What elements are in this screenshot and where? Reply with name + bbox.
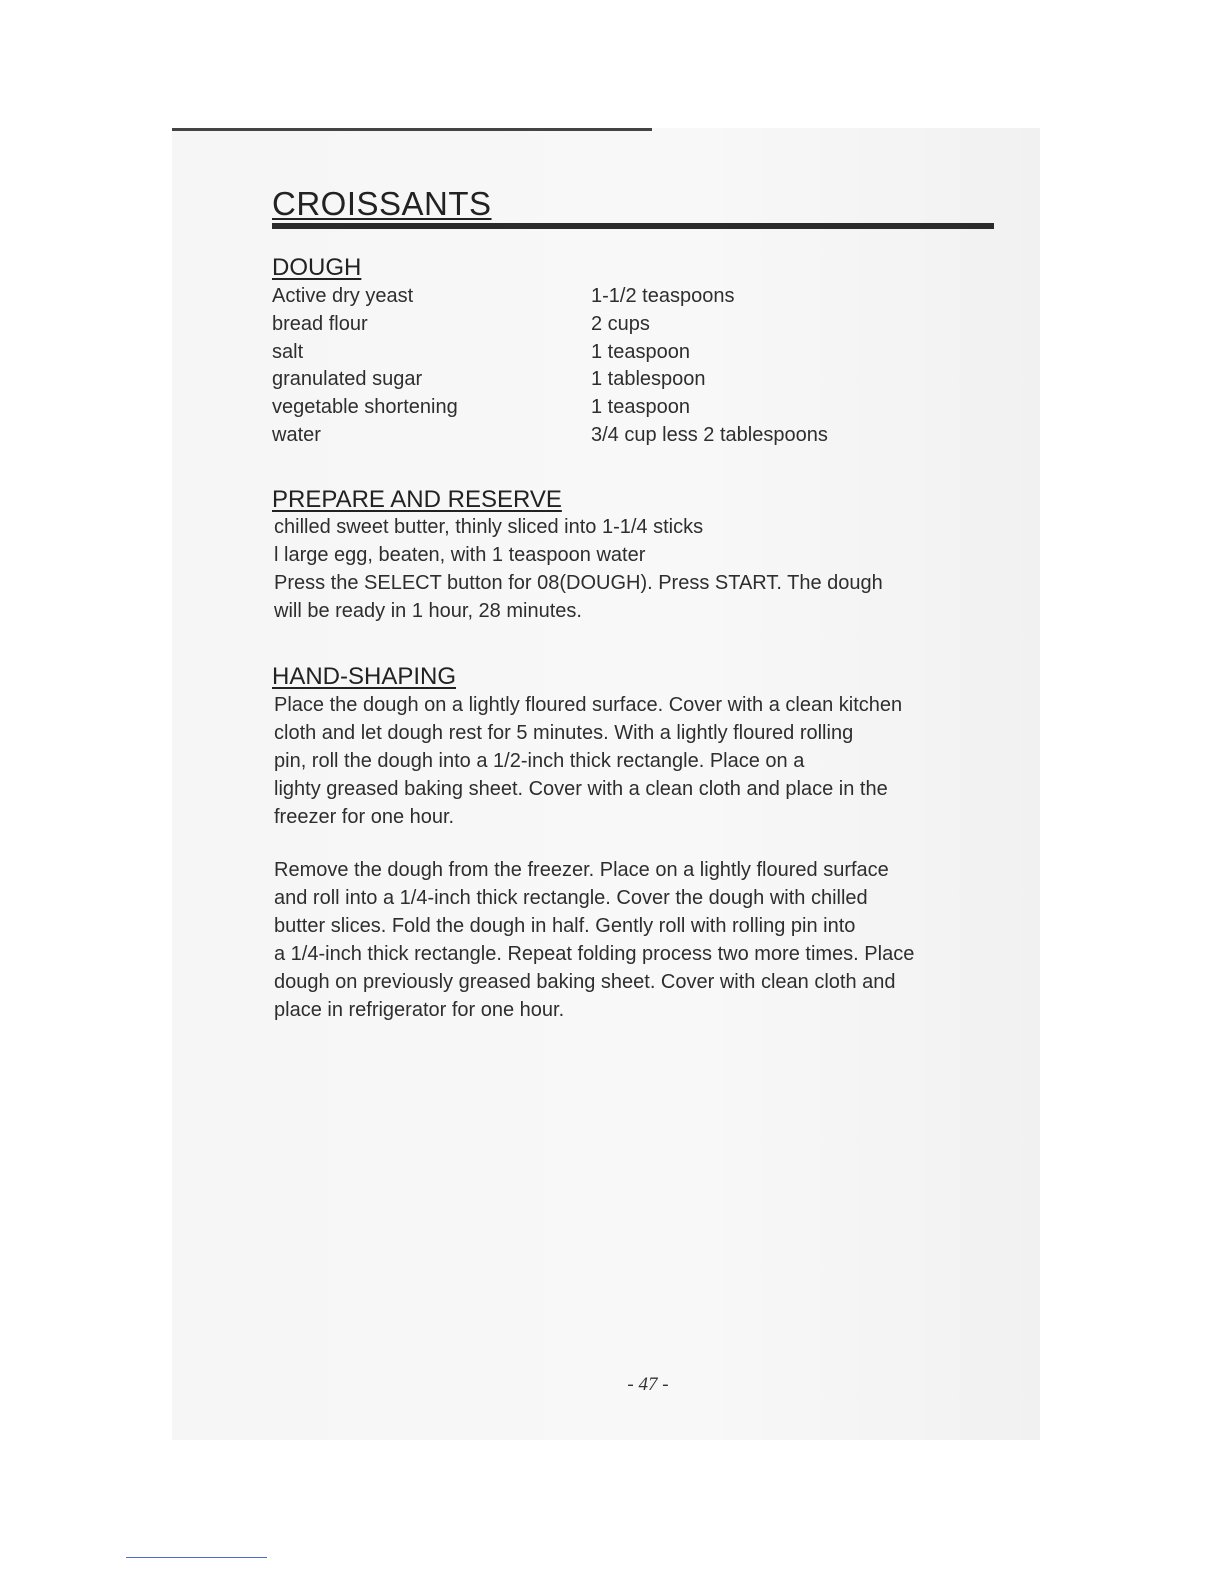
dough-heading: DOUGH bbox=[272, 254, 362, 281]
text-line: dough on previously greased baking sheet. Cover with clean cloth and bbox=[274, 970, 896, 993]
prepare-text bbox=[274, 514, 883, 626]
ingredient-row bbox=[272, 311, 912, 339]
ingredient-quantity: 1 teaspoon bbox=[591, 396, 690, 419]
ingredient-row bbox=[272, 394, 912, 422]
text-line: and roll into a 1/4-inch thick rectangle. Cover the dough with chilled bbox=[274, 886, 868, 909]
ingredient-list bbox=[272, 283, 912, 450]
ingredient-quantity: 1 teaspoon bbox=[591, 340, 690, 363]
ingredient-name: salt bbox=[272, 340, 304, 363]
ingredient-quantity: 1-1/2 teaspoons bbox=[591, 285, 735, 307]
text-line: butter slices. Fold the dough in half. Gently roll with rolling pin into bbox=[274, 914, 856, 937]
text-line: will be ready in 1 hour, 28 minutes. bbox=[274, 599, 582, 622]
footer-rule bbox=[126, 1557, 267, 1558]
text-line: Press the SELECT button for 08(DOUGH). Press START. The dough bbox=[274, 571, 883, 594]
hand-shaping-heading: HAND-SHAPING bbox=[272, 663, 457, 690]
ingredient-row bbox=[272, 339, 912, 367]
text-line: Remove the dough from the freezer. Place on a lightly floured surface bbox=[274, 859, 889, 881]
ingredient-quantity: 1 tablespoon bbox=[591, 368, 706, 391]
text-line: l large egg, beaten, with 1 teaspoon water bbox=[274, 543, 646, 566]
text-line: chilled sweet butter, thinly sliced into 1-1/4 sticks bbox=[274, 516, 704, 538]
ingredient-row bbox=[272, 422, 912, 450]
text-line: place in refrigerator for one hour. bbox=[274, 998, 565, 1021]
ingredient-name: granulated sugar bbox=[272, 368, 423, 391]
title-rule bbox=[272, 186, 994, 229]
ingredient-name: bread flour bbox=[272, 312, 368, 335]
ingredient-quantity: 3/4 cup less 2 tablespoons bbox=[591, 423, 828, 446]
ingredient-name: Active dry yeast bbox=[272, 285, 414, 307]
ingredient-name: water bbox=[272, 423, 321, 446]
text-line: a 1/4-inch thick rectangle. Repeat folding process two more times. Place bbox=[274, 942, 915, 965]
top-rule bbox=[172, 128, 652, 131]
ingredient-quantity: 2 cups bbox=[591, 312, 650, 335]
ingredient-name: vegetable shortening bbox=[272, 396, 458, 419]
text-line: pin, roll the dough into a 1/2-inch thick rectangle. Place on a bbox=[274, 749, 805, 772]
text-line: Place the dough on a lightly floured surface. Cover with a clean kitchen bbox=[274, 694, 903, 716]
hand-shaping-paragraph-2 bbox=[274, 857, 914, 1024]
text-line: cloth and let dough rest for 5 minutes. With a lightly floured rolling bbox=[274, 721, 854, 744]
text-line: freezer for one hour. bbox=[274, 805, 455, 828]
prepare-heading: PREPARE AND RESERVE bbox=[272, 486, 562, 513]
hand-shaping-paragraph-1 bbox=[274, 692, 902, 832]
page-title: CROISSANTS bbox=[272, 185, 492, 222]
ingredient-row bbox=[272, 366, 912, 394]
ingredient-row bbox=[272, 283, 912, 311]
page-number: - 47 - bbox=[627, 1374, 669, 1395]
text-line: lighty greased baking sheet. Cover with a clean cloth and place in the bbox=[274, 777, 888, 800]
